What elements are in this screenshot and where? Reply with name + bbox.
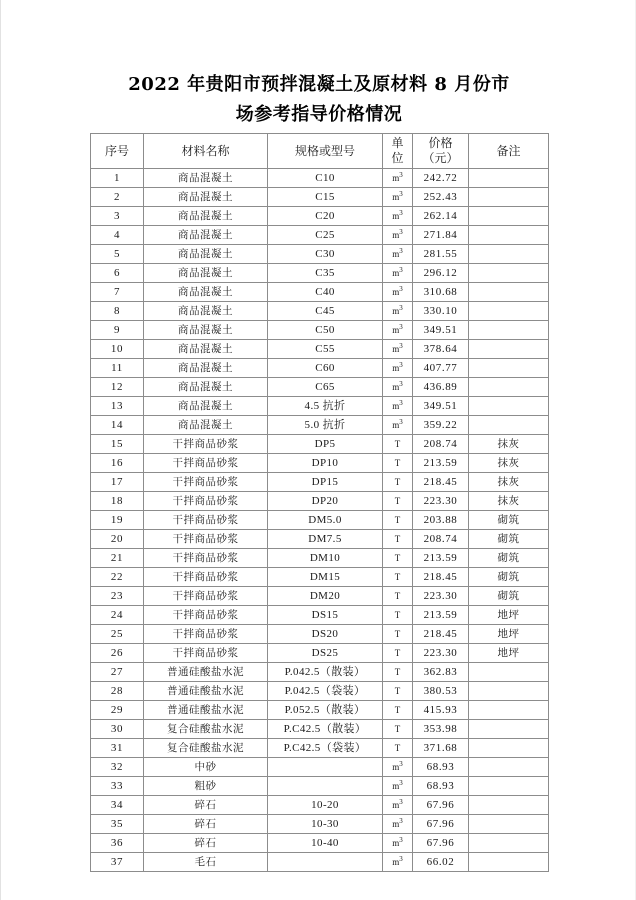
table-row: [91, 853, 549, 872]
cell-specification: C60: [268, 359, 383, 378]
cell-remark: [469, 226, 549, 245]
cell-price: 380.53: [413, 682, 469, 701]
cell-remark: 抹灰: [469, 435, 549, 454]
table-row: [91, 340, 549, 359]
cell-material-name: 商品混凝土: [144, 188, 268, 207]
cell-price: 67.96: [413, 815, 469, 834]
cell-price: 353.98: [413, 720, 469, 739]
cell-specification: DP15: [268, 473, 383, 492]
cell-remark: [469, 796, 549, 815]
column-header-price: [413, 134, 469, 169]
cell-unit: $m^3$: [383, 340, 413, 359]
table-row: [91, 169, 549, 188]
table-row: [91, 587, 549, 606]
cell-unit: $m^3$: [383, 397, 413, 416]
unit-exponent: 3: [399, 798, 403, 806]
cell-remark: [469, 321, 549, 340]
table-row: [91, 796, 549, 815]
cell-sequence: 18: [91, 492, 144, 511]
table-row: [91, 302, 549, 321]
cell-unit: $m^3$: [383, 226, 413, 245]
cell-sequence: 37: [91, 853, 144, 872]
material-price-table: [90, 133, 549, 872]
cell-unit: $m^3$: [383, 834, 413, 853]
cell-sequence: 23: [91, 587, 144, 606]
table-row: [91, 435, 549, 454]
cell-unit: $m^3$: [383, 188, 413, 207]
cell-price: 242.72: [413, 169, 469, 188]
cell-specification: 5.0 抗折: [268, 416, 383, 435]
unit-exponent: 3: [399, 760, 403, 768]
unit-exponent: 3: [399, 399, 403, 407]
cell-remark: 抹灰: [469, 454, 549, 473]
cell-sequence: 7: [91, 283, 144, 302]
cell-price: 208.74: [413, 435, 469, 454]
cell-material-name: 干拌商品砂浆: [144, 492, 268, 511]
cell-specification: C55: [268, 340, 383, 359]
cell-sequence: 17: [91, 473, 144, 492]
cell-price: 296.12: [413, 264, 469, 283]
cell-specification: C50: [268, 321, 383, 340]
table-row: [91, 834, 549, 853]
unit-exponent: 3: [399, 418, 403, 426]
cell-remark: [469, 853, 549, 872]
cell-price: 218.45: [413, 473, 469, 492]
cell-sequence: 14: [91, 416, 144, 435]
unit-exponent: 3: [399, 228, 403, 236]
table-row: [91, 644, 549, 663]
column-header-price-line-2: （元）: [422, 151, 459, 165]
cell-specification: [268, 853, 383, 872]
cell-unit: T: [383, 530, 413, 549]
cell-price: 362.83: [413, 663, 469, 682]
cell-remark: [469, 663, 549, 682]
cell-material-name: 普通硅酸盐水泥: [144, 663, 268, 682]
table-row: [91, 815, 549, 834]
cell-sequence: 6: [91, 264, 144, 283]
cell-remark: [469, 834, 549, 853]
cell-material-name: 干拌商品砂浆: [144, 625, 268, 644]
page-title-line-1: 2022 年贵阳市预拌混凝土及原材料 8 月份市: [128, 74, 510, 95]
table-row: [91, 321, 549, 340]
cell-sequence: 13: [91, 397, 144, 416]
cell-specification: C15: [268, 188, 383, 207]
column-header-unit-line-1: 单: [391, 136, 404, 150]
cell-unit: $m^3$: [383, 853, 413, 872]
cell-specification: 10-20: [268, 796, 383, 815]
table-row: [91, 720, 549, 739]
cell-specification: DP20: [268, 492, 383, 511]
cell-sequence: 26: [91, 644, 144, 663]
table-row: [91, 777, 549, 796]
unit-exponent: 3: [399, 323, 403, 331]
table-row: [91, 492, 549, 511]
table-row: [91, 568, 549, 587]
cell-unit: T: [383, 625, 413, 644]
cell-sequence: 10: [91, 340, 144, 359]
cell-material-name: 商品混凝土: [144, 283, 268, 302]
cell-remark: [469, 739, 549, 758]
cell-price: 218.45: [413, 568, 469, 587]
cell-remark: 地坪: [469, 644, 549, 663]
cell-material-name: 干拌商品砂浆: [144, 587, 268, 606]
cell-remark: [469, 416, 549, 435]
cell-material-name: 干拌商品砂浆: [144, 606, 268, 625]
cell-sequence: 8: [91, 302, 144, 321]
cell-sequence: 11: [91, 359, 144, 378]
cell-sequence: 24: [91, 606, 144, 625]
cell-material-name: 干拌商品砂浆: [144, 530, 268, 549]
unit-exponent: 3: [399, 779, 403, 787]
unit-exponent: 3: [399, 342, 403, 350]
cell-price: 281.55: [413, 245, 469, 264]
cell-remark: [469, 777, 549, 796]
cell-material-name: 商品混凝土: [144, 245, 268, 264]
cell-unit: T: [383, 492, 413, 511]
cell-sequence: 34: [91, 796, 144, 815]
cell-unit: $m^3$: [383, 245, 413, 264]
cell-sequence: 35: [91, 815, 144, 834]
cell-unit: T: [383, 454, 413, 473]
cell-remark: 砌筑: [469, 530, 549, 549]
cell-material-name: 干拌商品砂浆: [144, 435, 268, 454]
table-row: [91, 207, 549, 226]
cell-specification: C20: [268, 207, 383, 226]
cell-price: 407.77: [413, 359, 469, 378]
table-row: [91, 188, 549, 207]
unit-exponent: 3: [399, 247, 403, 255]
cell-sequence: 25: [91, 625, 144, 644]
cell-remark: [469, 169, 549, 188]
unit-exponent: 3: [399, 304, 403, 312]
cell-sequence: 19: [91, 511, 144, 530]
cell-unit: T: [383, 644, 413, 663]
cell-specification: 10-30: [268, 815, 383, 834]
cell-unit: $m^3$: [383, 264, 413, 283]
cell-remark: [469, 245, 549, 264]
cell-sequence: 21: [91, 549, 144, 568]
cell-material-name: 干拌商品砂浆: [144, 511, 268, 530]
cell-price: 359.22: [413, 416, 469, 435]
cell-unit: $m^3$: [383, 302, 413, 321]
cell-material-name: 毛石: [144, 853, 268, 872]
cell-specification: C35: [268, 264, 383, 283]
cell-specification: DM5.0: [268, 511, 383, 530]
cell-remark: 抹灰: [469, 492, 549, 511]
cell-price: 349.51: [413, 321, 469, 340]
cell-price: 436.89: [413, 378, 469, 397]
table-row: [91, 397, 549, 416]
cell-sequence: 36: [91, 834, 144, 853]
unit-exponent: 3: [399, 361, 403, 369]
column-header-price-line-1: 价格: [428, 136, 453, 150]
cell-sequence: 32: [91, 758, 144, 777]
cell-price: 223.30: [413, 587, 469, 606]
cell-remark: 砌筑: [469, 511, 549, 530]
cell-price: 68.93: [413, 758, 469, 777]
cell-unit: T: [383, 473, 413, 492]
cell-material-name: 商品混凝土: [144, 169, 268, 188]
table-row: [91, 283, 549, 302]
table-row: [91, 245, 549, 264]
cell-material-name: 粗砂: [144, 777, 268, 796]
cell-price: 67.96: [413, 834, 469, 853]
cell-material-name: 商品混凝土: [144, 340, 268, 359]
unit-exponent: 3: [399, 855, 403, 863]
cell-price: 349.51: [413, 397, 469, 416]
cell-material-name: 商品混凝土: [144, 378, 268, 397]
cell-price: 218.45: [413, 625, 469, 644]
page-title-line-2: 场参考指导价格情况: [235, 104, 403, 125]
unit-exponent: 3: [399, 171, 403, 179]
cell-price: 223.30: [413, 644, 469, 663]
unit-exponent: 3: [399, 817, 403, 825]
cell-specification: P.052.5（散装）: [268, 701, 383, 720]
cell-specification: DM20: [268, 587, 383, 606]
cell-price: 371.68: [413, 739, 469, 758]
cell-material-name: 商品混凝土: [144, 359, 268, 378]
unit-exponent: 3: [399, 190, 403, 198]
cell-price: 271.84: [413, 226, 469, 245]
cell-price: 68.93: [413, 777, 469, 796]
cell-remark: 砌筑: [469, 568, 549, 587]
cell-price: 203.88: [413, 511, 469, 530]
unit-exponent: 3: [399, 836, 403, 844]
cell-specification: DP10: [268, 454, 383, 473]
unit-exponent: 3: [399, 209, 403, 217]
cell-remark: [469, 378, 549, 397]
cell-price: 378.64: [413, 340, 469, 359]
cell-material-name: 复合硅酸盐水泥: [144, 720, 268, 739]
cell-unit: T: [383, 549, 413, 568]
cell-remark: [469, 359, 549, 378]
cell-material-name: 商品混凝土: [144, 226, 268, 245]
cell-unit: T: [383, 720, 413, 739]
cell-remark: 抹灰: [469, 473, 549, 492]
cell-specification: P.C42.5（袋装）: [268, 739, 383, 758]
table-row: [91, 663, 549, 682]
cell-unit: $m^3$: [383, 207, 413, 226]
column-header-material-name: 材料名称: [144, 134, 268, 169]
cell-unit: T: [383, 606, 413, 625]
cell-remark: [469, 264, 549, 283]
cell-sequence: 15: [91, 435, 144, 454]
cell-sequence: 29: [91, 701, 144, 720]
cell-specification: 4.5 抗折: [268, 397, 383, 416]
cell-specification: C65: [268, 378, 383, 397]
cell-specification: C10: [268, 169, 383, 188]
unit-exponent: 3: [399, 266, 403, 274]
cell-sequence: 1: [91, 169, 144, 188]
cell-sequence: 31: [91, 739, 144, 758]
cell-unit: T: [383, 739, 413, 758]
cell-price: 415.93: [413, 701, 469, 720]
cell-specification: C25: [268, 226, 383, 245]
table-row: [91, 378, 549, 397]
cell-material-name: 中砂: [144, 758, 268, 777]
cell-material-name: 干拌商品砂浆: [144, 473, 268, 492]
cell-unit: $m^3$: [383, 359, 413, 378]
table-row: [91, 454, 549, 473]
cell-sequence: 30: [91, 720, 144, 739]
cell-price: 252.43: [413, 188, 469, 207]
cell-unit: $m^3$: [383, 321, 413, 340]
cell-specification: C45: [268, 302, 383, 321]
cell-remark: [469, 188, 549, 207]
cell-remark: [469, 283, 549, 302]
cell-material-name: 碎石: [144, 796, 268, 815]
table-row: [91, 758, 549, 777]
table-row: [91, 264, 549, 283]
table-header-row: [91, 134, 549, 169]
cell-remark: 砌筑: [469, 587, 549, 606]
table-row: [91, 682, 549, 701]
cell-material-name: 商品混凝土: [144, 397, 268, 416]
cell-specification: DM7.5: [268, 530, 383, 549]
cell-price: 208.74: [413, 530, 469, 549]
cell-material-name: 商品混凝土: [144, 321, 268, 340]
cell-remark: 地坪: [469, 625, 549, 644]
cell-material-name: 商品混凝土: [144, 302, 268, 321]
cell-unit: $m^3$: [383, 169, 413, 188]
cell-unit: $m^3$: [383, 283, 413, 302]
cell-price: 213.59: [413, 606, 469, 625]
table-row: [91, 511, 549, 530]
cell-material-name: 复合硅酸盐水泥: [144, 739, 268, 758]
table-row: [91, 416, 549, 435]
cell-specification: DS25: [268, 644, 383, 663]
cell-price: 262.14: [413, 207, 469, 226]
cell-material-name: 普通硅酸盐水泥: [144, 682, 268, 701]
cell-material-name: 干拌商品砂浆: [144, 549, 268, 568]
cell-sequence: 5: [91, 245, 144, 264]
cell-specification: [268, 758, 383, 777]
unit-exponent: 3: [399, 285, 403, 293]
cell-unit: $m^3$: [383, 758, 413, 777]
cell-price: 310.68: [413, 283, 469, 302]
cell-remark: [469, 701, 549, 720]
cell-material-name: 碎石: [144, 834, 268, 853]
cell-sequence: 27: [91, 663, 144, 682]
cell-price: 66.02: [413, 853, 469, 872]
cell-sequence: 3: [91, 207, 144, 226]
table-body: [91, 169, 549, 872]
cell-material-name: 普通硅酸盐水泥: [144, 701, 268, 720]
cell-remark: 砌筑: [469, 549, 549, 568]
cell-price: 213.59: [413, 454, 469, 473]
cell-remark: [469, 758, 549, 777]
cell-price: 213.59: [413, 549, 469, 568]
table-row: [91, 625, 549, 644]
table-row: [91, 606, 549, 625]
cell-sequence: 28: [91, 682, 144, 701]
cell-specification: DS15: [268, 606, 383, 625]
cell-sequence: 33: [91, 777, 144, 796]
table-row: [91, 549, 549, 568]
cell-specification: DM10: [268, 549, 383, 568]
cell-specification: C30: [268, 245, 383, 264]
cell-sequence: 22: [91, 568, 144, 587]
cell-specification: P.042.5（散装）: [268, 663, 383, 682]
cell-remark: [469, 302, 549, 321]
cell-specification: DP5: [268, 435, 383, 454]
cell-specification: DM15: [268, 568, 383, 587]
table-row: [91, 739, 549, 758]
cell-unit: T: [383, 682, 413, 701]
cell-material-name: 干拌商品砂浆: [144, 454, 268, 473]
cell-specification: 10-40: [268, 834, 383, 853]
cell-remark: [469, 340, 549, 359]
cell-material-name: 干拌商品砂浆: [144, 644, 268, 663]
column-header-unit: [383, 134, 413, 169]
cell-unit: T: [383, 663, 413, 682]
cell-remark: [469, 815, 549, 834]
cell-material-name: 商品混凝土: [144, 207, 268, 226]
cell-specification: P.C42.5（散装）: [268, 720, 383, 739]
cell-remark: 地坪: [469, 606, 549, 625]
column-header-specification: 规格或型号: [268, 134, 383, 169]
cell-sequence: 4: [91, 226, 144, 245]
cell-sequence: 2: [91, 188, 144, 207]
cell-unit: $m^3$: [383, 815, 413, 834]
table-row: [91, 359, 549, 378]
table-row: [91, 473, 549, 492]
table-row: [91, 530, 549, 549]
cell-sequence: 9: [91, 321, 144, 340]
cell-price: 223.30: [413, 492, 469, 511]
cell-unit: $m^3$: [383, 777, 413, 796]
cell-unit: T: [383, 587, 413, 606]
cell-unit: $m^3$: [383, 796, 413, 815]
column-header-remark: 备注: [469, 134, 549, 169]
cell-unit: $m^3$: [383, 378, 413, 397]
column-header-seq: 序号: [91, 134, 144, 169]
cell-unit: T: [383, 435, 413, 454]
cell-sequence: 12: [91, 378, 144, 397]
column-header-unit-line-2: 位: [391, 151, 404, 165]
unit-exponent: 3: [399, 380, 403, 388]
cell-specification: C40: [268, 283, 383, 302]
cell-unit: T: [383, 701, 413, 720]
cell-price: 67.96: [413, 796, 469, 815]
cell-unit: T: [383, 568, 413, 587]
cell-material-name: 商品混凝土: [144, 264, 268, 283]
cell-unit: T: [383, 511, 413, 530]
cell-material-name: 干拌商品砂浆: [144, 568, 268, 587]
table-row: [91, 226, 549, 245]
cell-remark: [469, 397, 549, 416]
cell-specification: [268, 777, 383, 796]
cell-remark: [469, 720, 549, 739]
cell-material-name: 碎石: [144, 815, 268, 834]
cell-specification: P.042.5（袋装）: [268, 682, 383, 701]
cell-price: 330.10: [413, 302, 469, 321]
cell-sequence: 20: [91, 530, 144, 549]
page-title: [119, 70, 519, 130]
cell-specification: DS20: [268, 625, 383, 644]
cell-sequence: 16: [91, 454, 144, 473]
table-header: [91, 134, 549, 169]
cell-material-name: 商品混凝土: [144, 416, 268, 435]
cell-remark: [469, 682, 549, 701]
table-row: [91, 701, 549, 720]
cell-remark: [469, 207, 549, 226]
cell-unit: $m^3$: [383, 416, 413, 435]
